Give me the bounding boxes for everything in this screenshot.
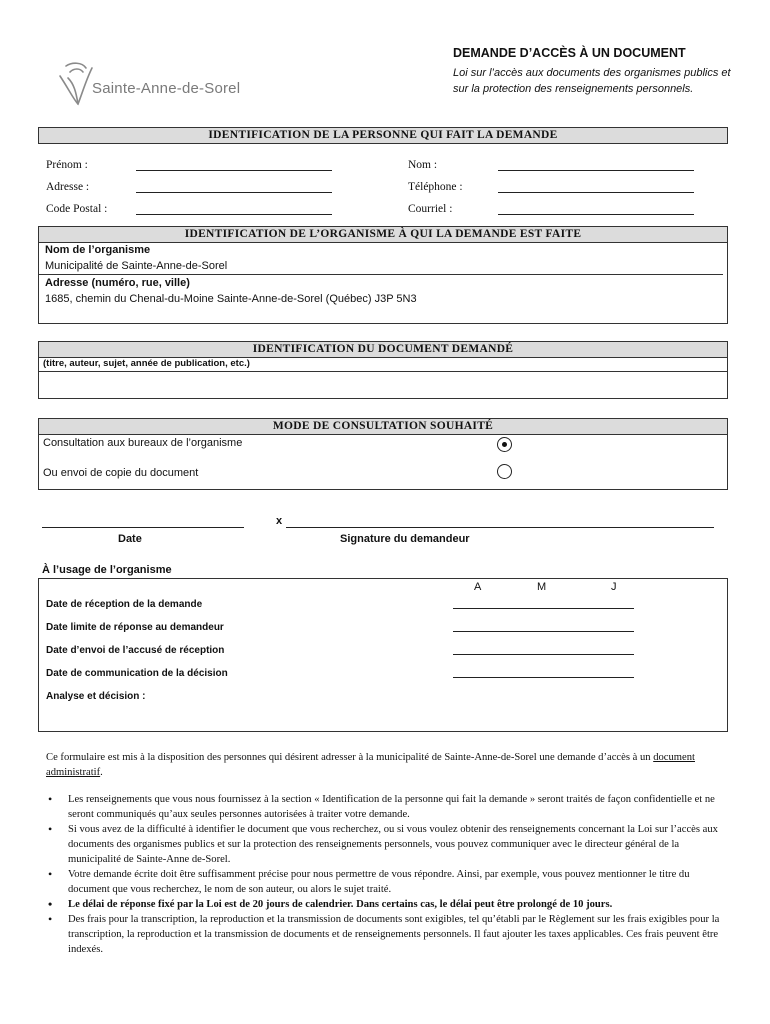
consultation-option-office-radio[interactable] — [497, 437, 512, 452]
first-name-field[interactable] — [136, 170, 332, 171]
requester-section-heading: IDENTIFICATION DE LA PERSONNE QUI FAIT LA DEMANDE — [39, 128, 727, 144]
usage-row-reception-field[interactable] — [453, 608, 634, 609]
date-line[interactable] — [42, 527, 244, 528]
last-name-field[interactable] — [498, 170, 694, 171]
address-field[interactable] — [136, 192, 332, 193]
phone-label: Téléphone : — [408, 181, 463, 193]
signature-line[interactable] — [286, 527, 714, 528]
last-name-label: Nom : — [408, 159, 438, 171]
address-label: Adresse : — [46, 181, 90, 193]
notes-intro-text: Ce formulaire est mis à la disposition des personnes qui désirent adresser à la municipalité de Sainte-Anne-de-Sorel une demande d’accès à un — [46, 752, 651, 763]
requester-section — [38, 127, 728, 144]
organization-address-label: Adresse (numéro, rue, ville) — [45, 277, 190, 289]
email-label: Courriel : — [408, 203, 453, 215]
notes-list — [46, 792, 728, 957]
usage-row-decision-label: Date de communication de la décision — [46, 668, 228, 679]
usage-row-decision-field[interactable] — [453, 677, 634, 678]
consultation-option-office-label: Consultation aux bureaux de l’organisme — [43, 437, 243, 449]
notes-intro-end: . — [100, 767, 103, 778]
notes-item-precision: • Votre demande écrite doit être suffisamment précise pour nous permettre de vous répondre. Ainsi, par exemple, vous pouvez mentionner le titre du document que vous recherchez, le nom de son auteur, ou alors le sujet traité. — [46, 867, 728, 897]
document-section — [38, 341, 728, 399]
document-hint: (titre, auteur, sujet, année de publication, etc.) — [43, 358, 250, 369]
notes-intro — [46, 750, 728, 780]
document-subtitle: Loi sur l’accès aux documents des organismes publics et sur la protection des renseignements personnels. — [453, 67, 731, 95]
consultation-section — [38, 418, 728, 490]
postal-code-label: Code Postal : — [46, 203, 108, 215]
organization-name-label: Nom de l’organisme — [45, 244, 151, 256]
postal-code-field[interactable] — [136, 214, 332, 215]
usage-row-deadline-field[interactable] — [453, 631, 634, 632]
notes-item-fees: • Des frais pour la transcription, la reproduction et la transmission de documents sont exigibles, tel qu’établi par le Règlement sur les frais exigibles pour la transcription, la reproduction et la transmission de documents et de renseignements personnels. Il faut ajouter les taxes applicables. Ces frais peuvent être indexés. — [46, 912, 728, 957]
signature-label: Signature du demandeur — [340, 533, 470, 545]
document-administratif-link[interactable]: document administratif — [46, 752, 695, 778]
document-description-field[interactable] — [39, 372, 727, 398]
organization-section — [38, 226, 728, 324]
signature-x-mark: x — [276, 515, 283, 527]
usage-row-acknowledgement-field[interactable] — [453, 654, 634, 655]
usage-analysis-label: Analyse et décision : — [46, 691, 146, 702]
usage-row-deadline-label: Date limite de réponse au demandeur — [46, 622, 224, 633]
consultation-option-copy-radio[interactable] — [497, 464, 512, 479]
logo-wordmark: Sainte-Anne-de-Sorel — [92, 80, 241, 97]
notes-item-confidentiality: • Les renseignements que vous nous fournissez à la section « Identification de la personne qui fait la demande » seront traités de façon confidentielle et ne seront communiqués qu’aux seules personnes autorisées à traiter votre demande. — [46, 792, 728, 822]
usage-col-day: J — [611, 581, 617, 593]
notes-item-delay: • Le délai de réponse fixé par la Loi est de 20 jours de calendrier. Dans certains cas, le délai peut être prolongé de 10 jours. — [46, 897, 728, 912]
date-label: Date — [118, 533, 142, 545]
usage-row-reception-label: Date de réception de la demande — [46, 599, 203, 610]
radio-selected-dot — [502, 442, 507, 447]
organization-section-heading: IDENTIFICATION DE L’ORGANISME À QUI LA DEMANDE EST FAITE — [39, 227, 727, 243]
usage-col-month: M — [537, 581, 547, 593]
consultation-option-copy-label: Ou envoi de copie du document — [43, 467, 199, 479]
document-title: DEMANDE D’ACCÈS À UN DOCUMENT — [453, 46, 686, 60]
notes-item-difficulty: • Si vous avez de la difficulté à identifier le document que vous recherchez, ou si vous voulez obtenir des renseignements concernant la Loi sur l’accès aux documents des organismes publics et sur la protection des renseignements personnels, vous pouvez communiquer avec le directeur général de la municipalité de Sainte-Anne de-Sorel. — [46, 822, 728, 867]
form-notes — [46, 750, 728, 957]
organization-divider — [39, 274, 723, 275]
consultation-section-heading: MODE DE CONSULTATION SOUHAITÉ — [39, 419, 727, 435]
first-name-label: Prénom : — [46, 159, 88, 171]
usage-heading: À l’usage de l’organisme — [42, 564, 172, 576]
organization-name-value: Municipalité de Sainte-Anne-de-Sorel — [45, 260, 228, 272]
usage-col-year: A — [474, 581, 482, 593]
document-section-heading: IDENTIFICATION DU DOCUMENT DEMANDÉ — [39, 342, 727, 358]
phone-field[interactable] — [498, 192, 694, 193]
usage-row-acknowledgement-label: Date d’envoi de l’accusé de réception — [46, 645, 225, 656]
organization-address-value: 1685, chemin du Chenal-du-Moine Sainte-Anne-de-Sorel (Québec) J3P 5N3 — [45, 293, 417, 305]
email-field[interactable] — [498, 214, 694, 215]
